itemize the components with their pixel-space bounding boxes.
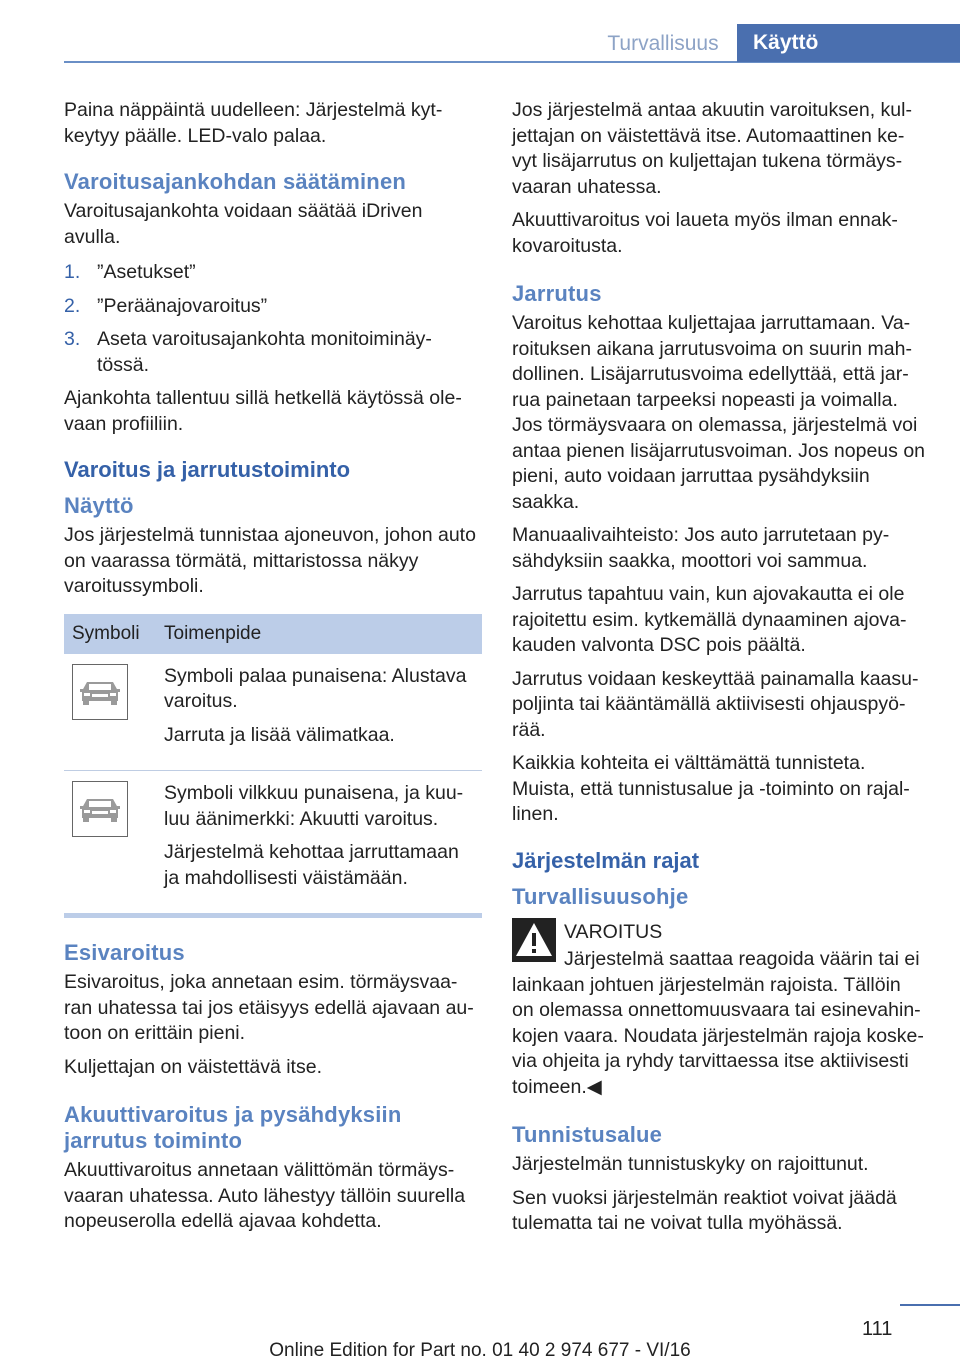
acute-paragraph: Akuuttivaroitus annetaan välittömän törmäys- vaaran uhatessa. Auto lähestyy tällöin suurella nopeuserolla edellä ajavaa kohdetta. — [64, 1159, 466, 1232]
heading-display: Näyttö — [64, 493, 134, 518]
intro-paragraph: Paina näppäintä uudelleen: Järjestelmä kyt- keytyy päälle. LED-valo palaa. — [64, 99, 443, 147]
adjust-paragraph: Varoitusajankohta voidaan säätää iDriven avulla. — [64, 200, 423, 248]
table-header-row — [64, 614, 482, 654]
braking-paragraph: Varoitus kehottaa kuljettajaa jarruttamaan. Va- roituksen aikana jarrutusvoima on suurin mah- dollinen. Lisäjarrutusvoima edellyttää, että jar- rua painetaan tarpeeksi nopeasti ja voimalla. Jos törmäysvaara on olemassa, järjestelmä voi antaa pienen lisäjarrutusvoiman. Jos nopeus on pieni, auto voidaan jarruttaa pysähdyksiin saakka. — [512, 312, 926, 513]
range-paragraph-2: Sen vuoksi järjestelmän reaktiot voivat jäädä tulematta tai ne voivat tulla myöhässä. — [512, 1186, 897, 1234]
prewarning-paragraph-2: Kuljettajan on väistettävä itse. — [64, 1055, 322, 1078]
display-paragraph: Jos järjestelmä tunnistaa ajoneuvon, johon auto on vaarassa törmätä, mittaristossa näkyy varoitussymboli. — [64, 524, 476, 597]
heading-braking: Jarrutus — [512, 281, 602, 306]
heading-safety: Turvallisuusohje — [512, 883, 689, 909]
range-paragraph: Järjestelmän tunnistuskyky on rajoittunut. — [512, 1153, 869, 1175]
manual-paragraph: Manuaalivaihteisto: Jos auto jarrutetaan py- sähdyksiin saakka, moottori voi sammua. — [512, 524, 890, 572]
table-bottom-rule — [64, 913, 482, 918]
heading-prewarning: Esivaroitus — [64, 940, 185, 965]
car-warning-icon — [72, 664, 128, 720]
warning-text: lainkaan johtuen järjestelmän rajoista. Tällöin on olemassa onnettomuusvaara tai esinevahin- kojen vaara. Noudata järjestelmän rajoja koske- via ohjeita ja ryhdy tarvittaessa itse aktiivisesti toimeen.◀ — [512, 973, 924, 1098]
heading-limits: Järjestelmän rajat — [512, 847, 700, 873]
table-header-action: Toimenpide — [156, 614, 482, 654]
action-line: Järjestelmä kehottaa jarruttamaan ja mahdollisesti väistämään. — [164, 841, 459, 889]
heading-adjust: Varoitusajankohdan säätäminen — [64, 169, 407, 194]
warning-head-block — [564, 918, 920, 973]
symbol-table — [64, 614, 482, 914]
warning-text-line: Järjestelmä saattaa reagoida väärin tai ei — [564, 948, 920, 970]
table-row — [64, 771, 482, 914]
heading-acute: Akuuttivaroitus ja pysähdyksiin jarrutus toiminto — [64, 1102, 402, 1153]
list-text: ”Asetukset” — [97, 261, 196, 283]
list-item — [64, 260, 482, 286]
warning-label: VAROITUS — [564, 920, 663, 943]
action-cell — [156, 771, 482, 914]
list-number: 3. — [64, 328, 81, 350]
symbol-cell — [64, 771, 156, 914]
dsc-paragraph: Jarrutus tapahtuu vain, kun ajovakautta ei ole rajoitettu esim. kytkemällä dynaaminen ajova- kauden valvonta DSC pois päältä. — [512, 583, 907, 656]
profile-paragraph: Ajankohta tallentuu sillä hetkellä käytössä ole- vaan profiiliin. — [64, 387, 462, 435]
paragraph: Jos järjestelmä antaa akuutin varoituksen, kul- jettajan on väistettävä itse. Automaattinen ke- vyt lisäjarrutus on kuljettajan tukena törmäys- vaaran uhatessa. — [512, 99, 912, 198]
warning-block — [512, 918, 926, 973]
tab-turvallisuus[interactable]: Turvallisuus — [607, 32, 719, 55]
list-item — [64, 294, 482, 320]
list-text: ”Peräänajovaroitus” — [97, 294, 268, 317]
action-line: Symboli palaa punaisena: Alustava varoitus. — [164, 664, 467, 712]
prewarning-paragraph: Esivaroitus, joka annetaan esim. törmäysvaa- ran uhatessa tai jos etäisyys edellä ajavaan au- toon on erittäin pieni. — [64, 971, 474, 1044]
heading-function: Varoitus ja jarrutustoiminto — [64, 457, 351, 482]
cancel-paragraph: Jarrutus voidaan keskeyttää painamalla kaasu- poljinta tai kääntämällä aktiivisesti ohjauspyö- rää. — [512, 667, 919, 741]
car-warning-icon — [72, 781, 128, 837]
table-row — [64, 654, 482, 771]
page-number: 111 — [862, 1318, 893, 1340]
steps-list — [64, 260, 482, 378]
edition-text: Online Edition for Part no. 01 40 2 974 677 - VI/16 — [269, 1340, 691, 1361]
table-header-symbol: Symboli — [64, 614, 156, 654]
left-column — [64, 98, 482, 1243]
warning-triangle-icon — [512, 918, 556, 962]
action-cell — [156, 654, 482, 771]
list-number: 2. — [64, 294, 81, 317]
symbol-cell — [64, 654, 156, 771]
footer-rule — [900, 1304, 960, 1306]
list-number: 1. — [64, 261, 81, 283]
right-column — [512, 98, 926, 1245]
action-line: Jarruta ja lisää välimatkaa. — [164, 723, 395, 746]
heading-range: Tunnistusalue — [512, 1122, 663, 1147]
action-line: Symboli vilkkuu punaisena, ja kuu- luu äänimerkki: Akuutti varoitus. — [164, 782, 464, 830]
detection-paragraph: Kaikkia kohteita ei välttämättä tunnisteta. Muista, että tunnistusalue ja -toiminto on rajal- linen. — [512, 752, 910, 825]
tab-kaytto[interactable]: Käyttö — [737, 24, 960, 62]
paragraph: Akuuttivaroitus voi laueta myös ilman ennak- kovaroitusta. — [512, 209, 898, 257]
list-item — [64, 327, 482, 378]
list-text: Aseta varoitusajankohta monitoiminäy- tössä. — [97, 328, 432, 376]
